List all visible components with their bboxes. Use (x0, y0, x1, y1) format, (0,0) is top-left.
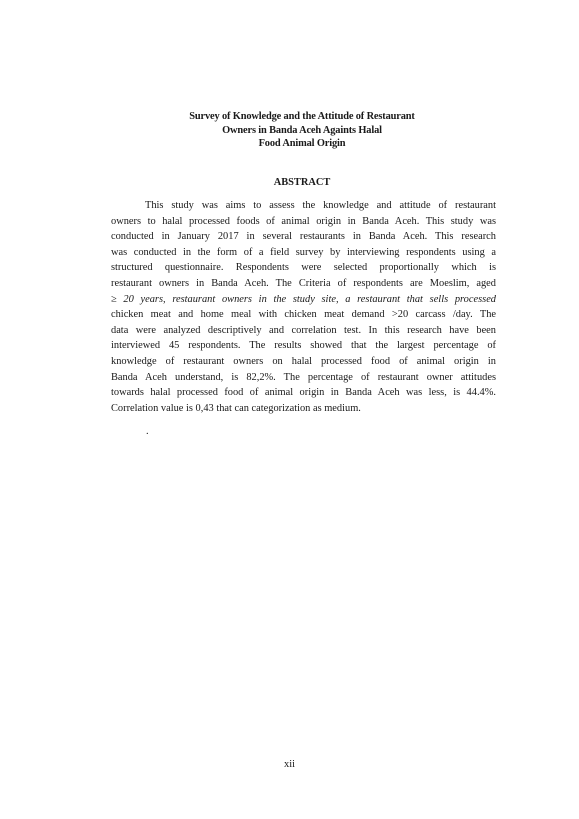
abstract-line: Banda Aceh understand, is 82,2%. The percentage of restaurant owner attitudes (111, 371, 496, 383)
abstract-line: This study was aims to assess the knowledge and attitude of restaurant (145, 200, 496, 211)
abstract-line: ≥ 20 years, restaurant owners in the study site, a restaurant that sells processed (111, 293, 496, 305)
abstract-line: chicken meat and home meal with chicken meat demand >20 carcass /day. The (111, 309, 496, 321)
abstract-line: structured questionnaire. Respondents were selected proportionally which is (111, 262, 496, 274)
abstract-line: owners to halal processed foods of animal origin in Banda Aceh. This study was (111, 215, 496, 227)
abstract-line: towards halal processed food of animal origin in Banda Aceh was less, is 44.4%. (111, 387, 496, 399)
title-line-3: Food Animal Origin (258, 138, 346, 149)
abstract-line: knowledge of restaurant owners on halal processed food of animal origin in (111, 355, 496, 367)
abstract-line: data were analyzed descriptively and correlation test. In this research have been (111, 324, 496, 336)
abstract-line: conducted in January 2017 in several restaurants in Banda Aceh. This research (111, 231, 496, 243)
abstract-line: interviewed 45 respondents. The results showed that the largest percentage of (111, 340, 496, 352)
abstract-heading: ABSTRACT (273, 177, 331, 188)
abstract-line: restaurant owners in Banda Aceh. The Criteria of respondents are Moeslim, aged (111, 277, 496, 289)
title-line-1: Survey of Knowledge and the Attitude of Restaurant (189, 111, 415, 122)
abstract-line: Correlation value is 0,43 that can categorization as medium. (111, 402, 361, 414)
document-title (100, 110, 504, 151)
page-number: xii (284, 759, 295, 770)
trailing-period: . (146, 426, 149, 437)
abstract-body (111, 198, 496, 416)
abstract-line: was conducted in the form of a field survey by interviewing respondents using a (111, 246, 496, 258)
title-line-2: Owners in Banda Aceh Againts Halal (222, 124, 382, 136)
